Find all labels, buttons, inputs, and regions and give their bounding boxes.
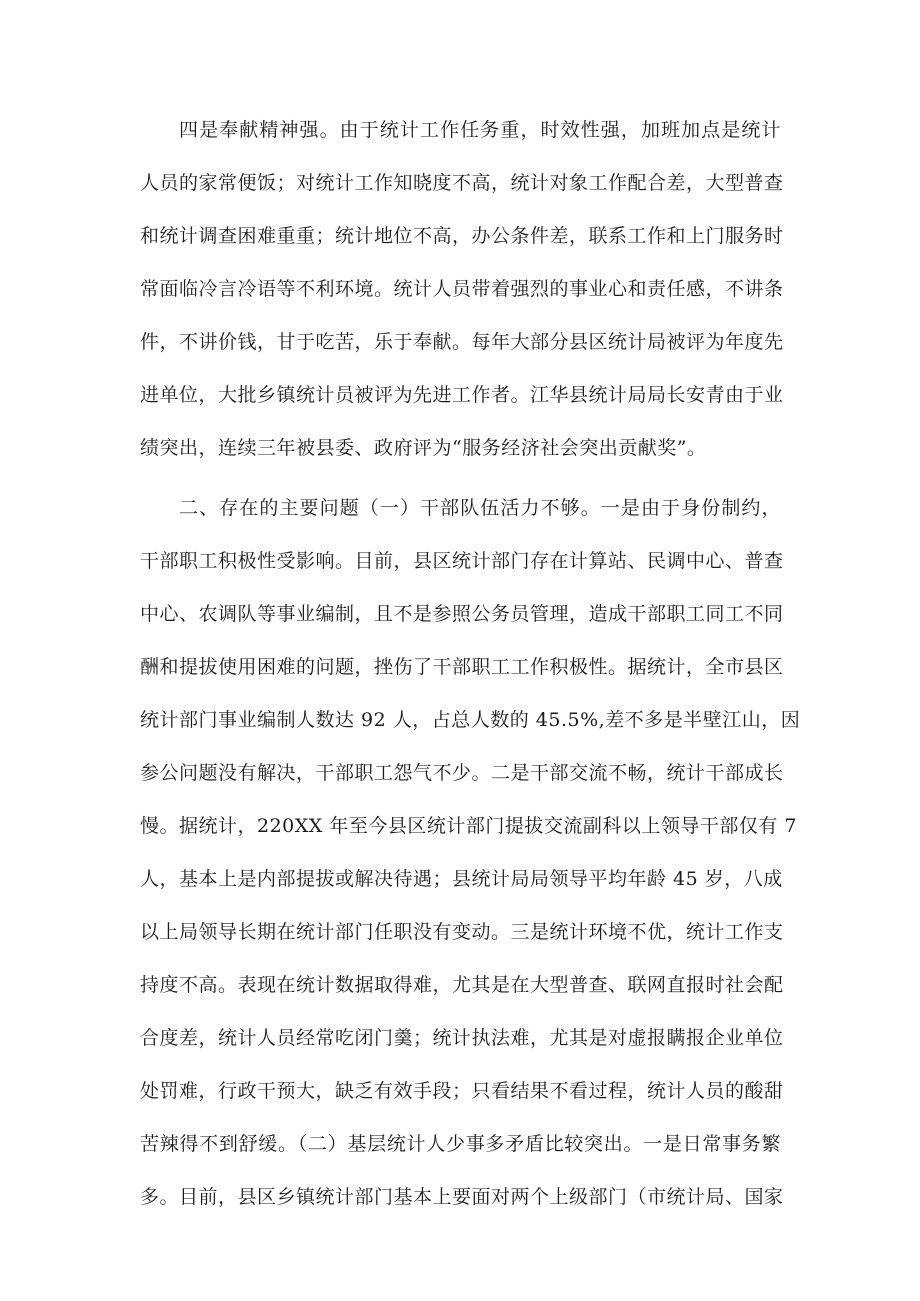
text-line: 统计部门事业编制人数达 92 人，占总人数的 45.5%,差不多是半壁江山，因 xyxy=(140,709,801,731)
text-line: 人，基本上是内部提拔或解决待遇；县统计局局领导平均年龄 45 岁，八成 xyxy=(140,868,783,890)
text-line: 进单位，大批乡镇统计员被评为先进工作者。江华县统计局局长安青由于业 xyxy=(140,384,784,406)
text-line: 中心、农调队等事业编制，且不是参照公务员管理，造成干部职工同工不同 xyxy=(140,603,784,625)
text-line: 慢。据统计，220XX 年至今县区统计部门提拔交流副科以上领导干部仅有 7 xyxy=(140,815,797,837)
text-line: 和统计调查困难重重；统计地位不高，办公条件差，联系工作和上门服务时 xyxy=(140,225,784,247)
text-line: 干部职工积极性受影响。目前，县区统计部门存在计算站、民调中心、普查 xyxy=(140,550,784,572)
text-line: 人员的家常便饭；对统计工作知晓度不高，统计对象工作配合差，大型普查 xyxy=(140,172,784,194)
text-line: 多。目前，县区乡镇统计部门基本上要面对两个上级部门（市统计局、国家 xyxy=(140,1186,784,1208)
text-line: 酬和提拔使用困难的问题，挫伤了干部职工工作积极性。据统计，全市县区 xyxy=(140,656,784,678)
text-line: 参公问题没有解决，干部职工怨气不少。二是干部交流不畅，统计干部成长 xyxy=(140,762,784,784)
text-line: 四是奉献精神强。由于统计工作任务重，时效性强，加班加点是统计 xyxy=(179,119,781,141)
text-line: 件，不讲价钱，甘于吃苦，乐于奉献。每年大部分县区统计局被评为年度先 xyxy=(140,331,784,353)
text-line: 苦辣得不到舒缓。（二）基层统计人少事多矛盾比较突出。一是日常事务繁 xyxy=(140,1133,781,1155)
text-line: 二、存在的主要问题（一）干部队伍活力不够。一是由于身份制约， xyxy=(179,497,781,519)
text-line: 常面临冷言冷语等不利环境。统计人员带着强烈的事业心和责任感，不讲条 xyxy=(140,278,784,300)
text-line: 绩突出，连续三年被县委、政府评为“服务经济社会突出贡献奖”。 xyxy=(140,437,707,459)
text-line: 以上局领导长期在统计部门任职没有变动。三是统计环境不优，统计工作支 xyxy=(140,921,784,943)
text-line: 持度不高。表现在统计数据取得难，尤其是在大型普查、联网直报时社会配 xyxy=(140,974,784,996)
text-line: 处罚难，行政干预大，缺乏有效手段；只看结果不看过程，统计人员的酸甜 xyxy=(140,1080,784,1102)
text-line: 合度差，统计人员经常吃闭门羹；统计执法难，尤其是对虚报瞒报企业单位 xyxy=(140,1027,784,1049)
